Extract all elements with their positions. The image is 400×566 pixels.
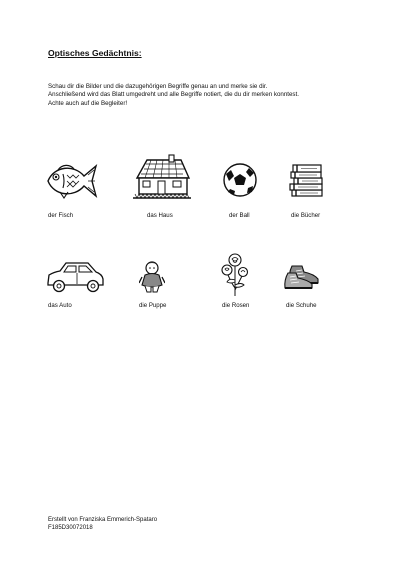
label-haus: das Haus [147, 212, 173, 219]
label-puppe: die Puppe [139, 302, 167, 309]
books-icon [286, 160, 326, 198]
label-auto: das Auto [48, 302, 72, 309]
instructions-text [48, 83, 368, 108]
label-fisch: der Fisch [48, 212, 74, 219]
instruction-line: Schau dir die Bilder und die dazugehörigen Begriffe genau an und merke sie dir. [48, 83, 268, 90]
fish-icon [44, 160, 100, 202]
ball-icon [222, 162, 258, 198]
car-icon [44, 259, 106, 295]
roses-icon [220, 252, 250, 298]
shoes-icon [282, 262, 328, 292]
label-schuhe: die Schuhe [286, 302, 317, 309]
label-ball: der Ball [229, 212, 250, 219]
doll-icon [139, 259, 165, 293]
house-icon [131, 154, 193, 202]
page-footer [48, 516, 157, 532]
instruction-line: Achte auch auf die Begleiter! [48, 99, 128, 107]
label-buecher: die Bücher [291, 212, 321, 219]
footer-author: Erstellt von Franziska Emmerich-Spataro [48, 517, 158, 523]
page-title: Optisches Gedächtnis: [48, 48, 142, 58]
footer-code: F185D30072018 [48, 525, 93, 531]
label-rosen: die Rosen [222, 302, 250, 309]
instruction-line: Anschließend wird das Blatt umgedreht und alle Begriffe notiert, die du dir merken konntest. [48, 91, 299, 99]
